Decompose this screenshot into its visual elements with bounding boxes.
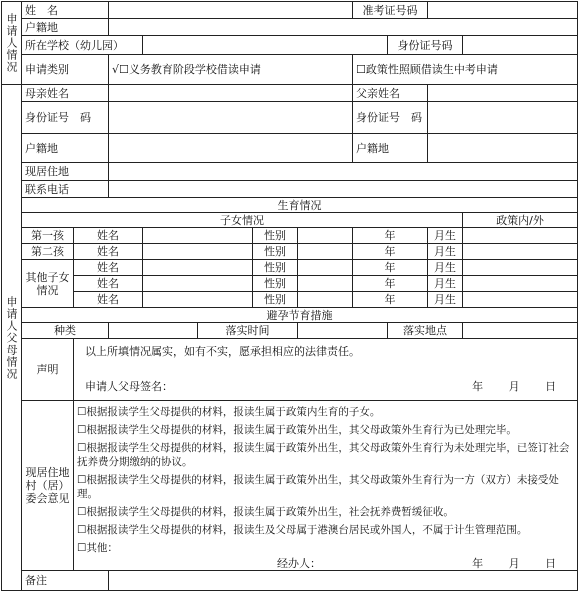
- child-gender-field[interactable]: [298, 244, 353, 260]
- declaration-date: 年 月 日: [472, 380, 557, 393]
- contraception-type-field[interactable]: [109, 323, 198, 339]
- child-gender-label: 性别: [253, 260, 298, 276]
- name-label: 姓 名: [22, 2, 109, 19]
- committee-option[interactable]: ☐根据报读学生父母提供的材料，报读生及父母属于港澳台居民或外国人，不属于计生管理范围。: [77, 524, 528, 536]
- declaration-label: 声明: [22, 339, 74, 401]
- mother-name-field[interactable]: [109, 85, 353, 102]
- mother-name-label: 母亲姓名: [22, 85, 109, 102]
- contraception-type-label: 种类: [22, 323, 109, 339]
- committee-label: 现居住地村（居）委会意见: [22, 401, 74, 571]
- first-child-label: 第一孩: [22, 228, 74, 244]
- child-name-label: 姓名: [74, 292, 143, 308]
- committee-option[interactable]: ☐根据报读学生父母提供的材料，报读生属于政策内生育的子女。: [77, 406, 381, 418]
- contraception-place-field[interactable]: [463, 323, 578, 339]
- committee-date: 年 月 日: [472, 557, 557, 570]
- father-id-label: 身份证号 码: [353, 102, 428, 134]
- phone-field[interactable]: [109, 181, 578, 198]
- residence-label: 现居住地: [22, 163, 109, 181]
- declaration-text: 以上所填情况属实，如有不实，愿承担相应的法律责任。: [85, 345, 360, 358]
- father-hukou-field[interactable]: [428, 134, 578, 163]
- child-birth-year: 年: [353, 228, 428, 244]
- applicant-section-label: 申请人情况: [2, 2, 22, 85]
- mother-id-label: 身份证号 码: [22, 102, 109, 134]
- child-policy-field[interactable]: [463, 276, 578, 292]
- child-name-label: 姓名: [74, 260, 143, 276]
- declaration-sign-row: [77, 380, 574, 393]
- father-id-field[interactable]: [428, 102, 578, 134]
- mother-hukou-label: 户籍地: [22, 134, 109, 163]
- school-label: 所在学校（幼儿园）: [22, 36, 143, 55]
- committee-option[interactable]: ☐根据报读学生父母提供的材料，报读生属于政策外出生，社会抚养费暂缓征收。: [77, 506, 454, 518]
- applicant-hukou-field[interactable]: [109, 19, 578, 36]
- contraception-time-field[interactable]: [298, 323, 388, 339]
- contraception-place-label: 落实地点: [388, 323, 463, 339]
- exam-id-field[interactable]: [428, 2, 578, 19]
- children-header: 子女情况: [22, 213, 463, 228]
- declaration-cell: [74, 339, 578, 401]
- name-field[interactable]: [109, 2, 353, 19]
- child-birth-month: 月生: [428, 228, 463, 244]
- residence-field[interactable]: [109, 163, 578, 181]
- mother-id-field[interactable]: [109, 102, 353, 134]
- child-name-field[interactable]: [143, 260, 253, 276]
- remarks-field[interactable]: [109, 571, 578, 591]
- exam-id-label: 准考证号码: [353, 2, 428, 19]
- child-name-label: 姓名: [74, 228, 143, 244]
- committee-option[interactable]: ☐根据报读学生父母提供的材料，报读生属于政策外出生，其父母政策外生育行为一方（双方）未接受处理。: [77, 474, 559, 500]
- child-name-field[interactable]: [143, 228, 253, 244]
- phone-label: 联系电话: [22, 181, 109, 198]
- child-gender-label: 性别: [253, 276, 298, 292]
- child-policy-field[interactable]: [463, 292, 578, 308]
- committee-sign-row: [77, 557, 574, 570]
- declaration-sign-label: 申请人父母签名：: [85, 380, 173, 393]
- child-birth-month: 月生: [428, 276, 463, 292]
- other-children-label: 其他子女情况: [22, 260, 74, 308]
- child-gender-label: 性别: [253, 292, 298, 308]
- child-gender-field[interactable]: [298, 292, 353, 308]
- father-name-field[interactable]: [428, 85, 578, 102]
- child-name-field[interactable]: [143, 276, 253, 292]
- child-name-label: 姓名: [74, 276, 143, 292]
- birth-title: 生育情况: [22, 198, 578, 213]
- child-birth-month: 月生: [428, 292, 463, 308]
- child-gender-field[interactable]: [298, 276, 353, 292]
- committee-option[interactable]: ☐根据报读学生父母提供的材料，报读生属于政策外出生，其父母政策外生育行为已处理完毕。: [77, 424, 517, 436]
- child-name-label: 姓名: [74, 244, 143, 260]
- father-hukou-label: 户籍地: [353, 134, 428, 163]
- policy-header: 政策内/外: [463, 213, 578, 228]
- applicant-hukou-label: 户籍地: [22, 19, 109, 36]
- remarks-label: 备注: [22, 571, 109, 591]
- child-gender-label: 性别: [253, 244, 298, 260]
- child-birth-year: 年: [353, 244, 428, 260]
- child-gender-label: 性别: [253, 228, 298, 244]
- committee-cell: [74, 401, 578, 571]
- child-gender-field[interactable]: [298, 260, 353, 276]
- apply-option-policy[interactable]: ☐政策性照顾借读生中考申请: [353, 55, 578, 85]
- mother-hukou-field[interactable]: [109, 134, 353, 163]
- committee-option[interactable]: ☐根据报读学生父母提供的材料，报读生属于政策外出生，其父母政策外生育行为未处理完毕，已签订社会抚养费分期缴纳的协议。: [77, 442, 570, 468]
- school-field[interactable]: [143, 36, 388, 55]
- committee-handler-label: 经办人：: [277, 557, 321, 570]
- contraception-title: 避孕节育措施: [22, 308, 578, 323]
- apply-type-label: 申请类别: [22, 55, 109, 85]
- child-name-field[interactable]: [143, 292, 253, 308]
- father-name-label: 父亲姓名: [353, 85, 428, 102]
- applicant-id-field[interactable]: [463, 36, 578, 55]
- committee-option[interactable]: ☐其他：: [77, 542, 118, 554]
- child-birth-month: 月生: [428, 244, 463, 260]
- apply-option-borrow[interactable]: √☐义务教育阶段学校借读申请: [109, 55, 353, 85]
- applicant-id-label: 身份证号码: [388, 36, 463, 55]
- child-name-field[interactable]: [143, 244, 253, 260]
- child-birth-year: 年: [353, 260, 428, 276]
- contraception-time-label: 落实时间: [198, 323, 298, 339]
- form-table: [1, 1, 578, 591]
- child-policy-field[interactable]: [463, 244, 578, 260]
- child-birth-month: 月生: [428, 260, 463, 276]
- child-policy-field[interactable]: [463, 260, 578, 276]
- second-child-label: 第二孩: [22, 244, 74, 260]
- child-birth-year: 年: [353, 292, 428, 308]
- child-policy-field[interactable]: [463, 228, 578, 244]
- parents-section-label: 申请人父母情况: [2, 85, 22, 591]
- child-gender-field[interactable]: [298, 228, 353, 244]
- child-birth-year: 年: [353, 276, 428, 292]
